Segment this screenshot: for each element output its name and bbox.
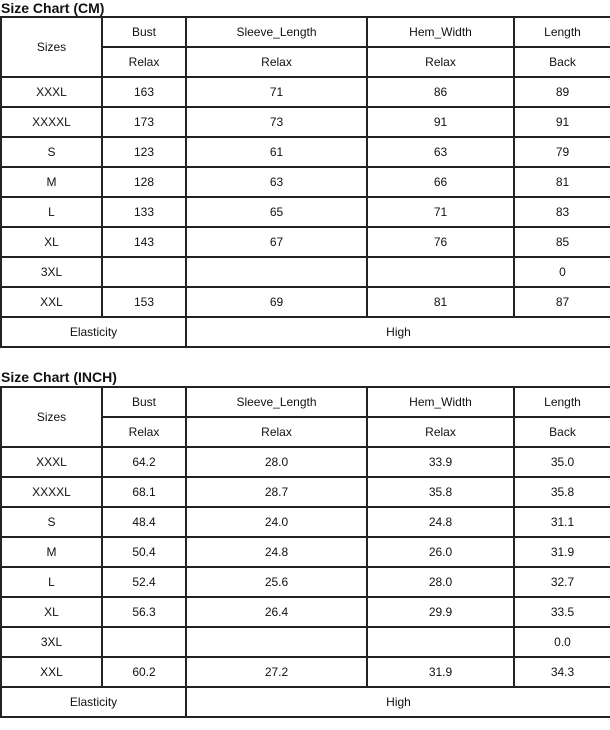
column-header: Hem_Width: [367, 17, 514, 47]
value-cell: 26.0: [367, 537, 514, 567]
value-cell: 91: [514, 107, 610, 137]
value-cell: 28.0: [367, 567, 514, 597]
size-cell: XXL: [1, 657, 102, 687]
value-cell: 32.7: [514, 567, 610, 597]
size-cell: XXXXL: [1, 107, 102, 137]
header-row: [1, 387, 610, 417]
value-cell: 89: [514, 77, 610, 107]
value-cell: [186, 257, 367, 287]
column-subheader: Back: [514, 47, 610, 77]
table-row: [1, 167, 610, 197]
value-cell: 65: [186, 197, 367, 227]
value-cell: 85: [514, 227, 610, 257]
column-header: Sleeve_Length: [186, 17, 367, 47]
value-cell: 29.9: [367, 597, 514, 627]
size-cell: XXXXL: [1, 477, 102, 507]
column-header: Bust: [102, 17, 186, 47]
value-cell: 35.8: [514, 477, 610, 507]
table-row: [1, 657, 610, 687]
value-cell: [102, 257, 186, 287]
value-cell: 24.8: [186, 537, 367, 567]
sizes-header: Sizes: [1, 17, 102, 77]
value-cell: 73: [186, 107, 367, 137]
value-cell: 35.0: [514, 447, 610, 477]
value-cell: 52.4: [102, 567, 186, 597]
value-cell: 173: [102, 107, 186, 137]
table-row: [1, 627, 610, 657]
size-cell: XL: [1, 597, 102, 627]
column-header: Bust: [102, 387, 186, 417]
elasticity-row: [1, 687, 610, 717]
column-subheader: Relax: [367, 417, 514, 447]
value-cell: 48.4: [102, 507, 186, 537]
column-header: Sleeve_Length: [186, 387, 367, 417]
size-cell: XL: [1, 227, 102, 257]
value-cell: 28.0: [186, 447, 367, 477]
value-cell: 50.4: [102, 537, 186, 567]
value-cell: 63: [186, 167, 367, 197]
value-cell: 67: [186, 227, 367, 257]
column-subheader: Relax: [367, 47, 514, 77]
size-cell: XXL: [1, 287, 102, 317]
elasticity-value: High: [186, 687, 610, 717]
table-row: [1, 107, 610, 137]
size-cell: M: [1, 167, 102, 197]
value-cell: 153: [102, 287, 186, 317]
value-cell: 128: [102, 167, 186, 197]
value-cell: 163: [102, 77, 186, 107]
value-cell: 143: [102, 227, 186, 257]
value-cell: 69: [186, 287, 367, 317]
value-cell: 31.1: [514, 507, 610, 537]
size-cell: S: [1, 137, 102, 167]
value-cell: 91: [367, 107, 514, 137]
table-row: [1, 537, 610, 567]
column-subheader: Back: [514, 417, 610, 447]
value-cell: [102, 627, 186, 657]
column-subheader: Relax: [186, 417, 367, 447]
value-cell: [186, 627, 367, 657]
value-cell: 81: [367, 287, 514, 317]
value-cell: [367, 627, 514, 657]
value-cell: 24.8: [367, 507, 514, 537]
value-cell: 26.4: [186, 597, 367, 627]
column-subheader: Relax: [186, 47, 367, 77]
value-cell: 25.6: [186, 567, 367, 597]
table-row: [1, 477, 610, 507]
table-row: [1, 597, 610, 627]
value-cell: 33.9: [367, 447, 514, 477]
value-cell: 133: [102, 197, 186, 227]
column-header: Length: [514, 387, 610, 417]
value-cell: 64.2: [102, 447, 186, 477]
elasticity-label: Elasticity: [1, 317, 186, 347]
size-cell: M: [1, 537, 102, 567]
table-row: [1, 137, 610, 167]
column-header: Length: [514, 17, 610, 47]
value-cell: 56.3: [102, 597, 186, 627]
column-header: Hem_Width: [367, 387, 514, 417]
value-cell: 71: [186, 77, 367, 107]
size-cell: L: [1, 567, 102, 597]
size-cell: L: [1, 197, 102, 227]
size-chart-cm-title: Size Chart (CM): [1, 0, 105, 16]
value-cell: 123: [102, 137, 186, 167]
size-cell: S: [1, 507, 102, 537]
size-cell: 3XL: [1, 627, 102, 657]
size-cell: 3XL: [1, 257, 102, 287]
size-cell: XXXL: [1, 77, 102, 107]
value-cell: 33.5: [514, 597, 610, 627]
value-cell: 86: [367, 77, 514, 107]
value-cell: 63: [367, 137, 514, 167]
size-chart-inch-table: [0, 386, 610, 718]
value-cell: 76: [367, 227, 514, 257]
value-cell: 28.7: [186, 477, 367, 507]
table-row: [1, 197, 610, 227]
value-cell: 79: [514, 137, 610, 167]
elasticity-row: [1, 317, 610, 347]
elasticity-label: Elasticity: [1, 687, 186, 717]
value-cell: 68.1: [102, 477, 186, 507]
value-cell: 0.0: [514, 627, 610, 657]
table-row: [1, 447, 610, 477]
size-cell: XXXL: [1, 447, 102, 477]
table-row: [1, 287, 610, 317]
value-cell: 35.8: [367, 477, 514, 507]
column-subheader: Relax: [102, 417, 186, 447]
value-cell: 61: [186, 137, 367, 167]
value-cell: 83: [514, 197, 610, 227]
sizes-header: Sizes: [1, 387, 102, 447]
value-cell: 31.9: [367, 657, 514, 687]
table-row: [1, 257, 610, 287]
value-cell: 34.3: [514, 657, 610, 687]
value-cell: 60.2: [102, 657, 186, 687]
table-row: [1, 567, 610, 597]
value-cell: 24.0: [186, 507, 367, 537]
value-cell: 31.9: [514, 537, 610, 567]
value-cell: 0: [514, 257, 610, 287]
value-cell: [367, 257, 514, 287]
elasticity-value: High: [186, 317, 610, 347]
value-cell: 66: [367, 167, 514, 197]
table-row: [1, 77, 610, 107]
value-cell: 71: [367, 197, 514, 227]
value-cell: 27.2: [186, 657, 367, 687]
value-cell: 87: [514, 287, 610, 317]
size-chart-inch-title: Size Chart (INCH): [1, 369, 117, 385]
table-row: [1, 507, 610, 537]
header-row: [1, 17, 610, 47]
value-cell: 81: [514, 167, 610, 197]
size-chart-cm-table: [0, 16, 610, 348]
column-subheader: Relax: [102, 47, 186, 77]
table-row: [1, 227, 610, 257]
